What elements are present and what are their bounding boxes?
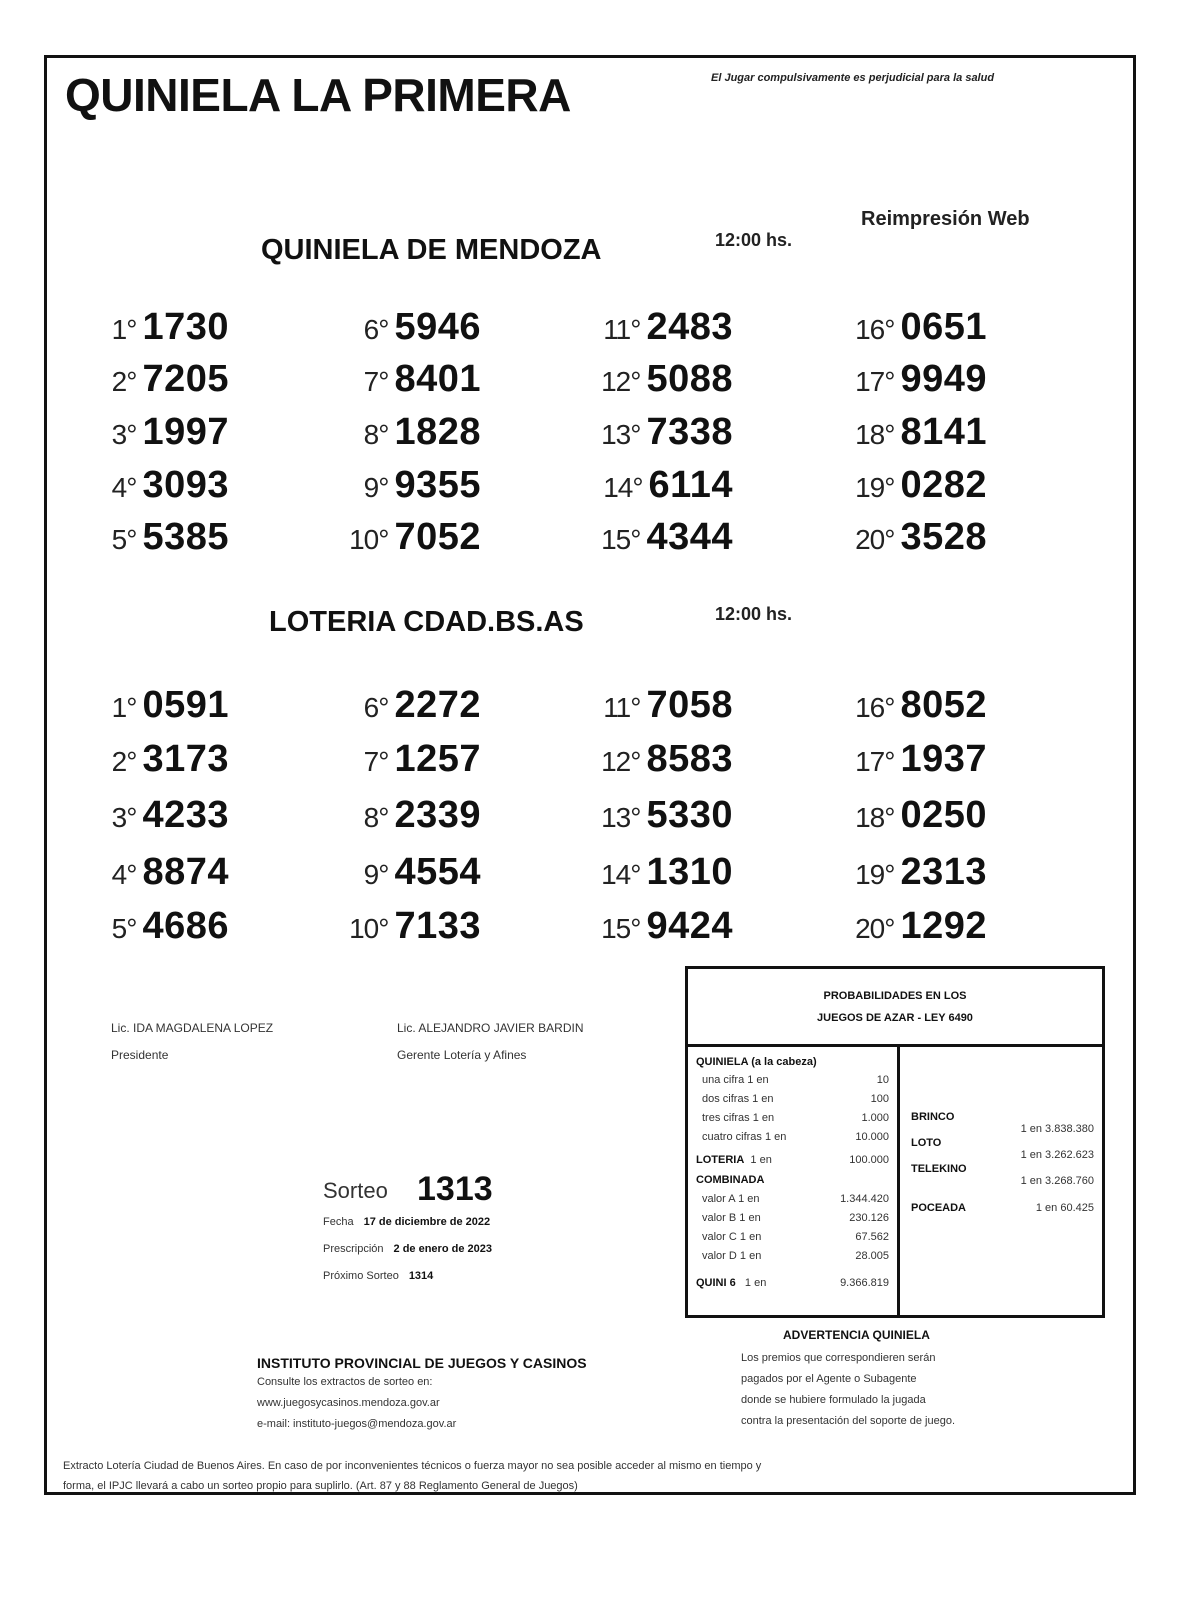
result-number: 1937 xyxy=(900,738,987,780)
result-position: 2° xyxy=(111,366,137,397)
prob-row: valor B 1 en 230.126 xyxy=(702,1212,889,1224)
result-position: 12° xyxy=(601,746,641,777)
result-position: 5° xyxy=(111,524,137,555)
result-cell xyxy=(581,306,733,349)
probabilities-title-1: PROBABILIDADES EN LOS xyxy=(823,990,967,1002)
result-number: 9355 xyxy=(394,464,481,506)
result-number: 2313 xyxy=(900,851,987,893)
result-position: 1° xyxy=(111,314,137,345)
result-number: 4686 xyxy=(142,905,229,947)
result-number: 0282 xyxy=(900,464,987,506)
result-position: 20° xyxy=(855,524,895,555)
result-position: 3° xyxy=(111,802,137,833)
result-number: 3528 xyxy=(900,516,987,558)
result-position: 3° xyxy=(111,419,137,450)
footer-note: Extracto Lotería Ciudad de Buenos Aires. En caso de por inconvenientes técnicos o fuerza mayor no sea posible acceder al mismo en tiempo y forma, el IPJC llevará a cabo un sorteo propio para suplirlo. (Art. 87 y 88 Reglamento General de Juegos) xyxy=(63,1460,762,1492)
result-position: 6° xyxy=(363,314,389,345)
page-title: QUINIELA LA PRIMERA xyxy=(65,69,571,121)
result-position: 9° xyxy=(363,859,389,890)
reprint-label: Reimpresión Web xyxy=(861,208,1030,230)
result-position: 8° xyxy=(363,802,389,833)
result-position: 5° xyxy=(111,913,137,944)
result-number: 3093 xyxy=(142,464,229,506)
section-title-bsas: LOTERIA CDAD.BS.AS xyxy=(269,606,584,638)
result-number: 7058 xyxy=(646,684,733,726)
combinada-label: COMBINADA xyxy=(696,1174,765,1186)
result-cell xyxy=(77,794,229,837)
result-number: 1997 xyxy=(142,411,229,453)
prob-row: valor C 1 en 67.562 xyxy=(702,1231,889,1243)
result-cell xyxy=(835,684,987,727)
result-position: 20° xyxy=(855,913,895,944)
result-number: 7338 xyxy=(646,411,733,453)
result-cell xyxy=(77,738,229,781)
result-position: 1° xyxy=(111,692,137,723)
result-position: 4° xyxy=(111,472,137,503)
result-position: 11° xyxy=(603,314,641,345)
result-cell xyxy=(329,411,481,454)
result-cell xyxy=(581,411,733,454)
result-cell xyxy=(581,794,733,837)
result-cell xyxy=(835,905,987,948)
result-position: 7° xyxy=(363,746,389,777)
institute-email-link[interactable]: e-mail: instituto-juegos@mendoza.gov.ar xyxy=(257,1418,457,1430)
result-cell xyxy=(581,738,733,781)
result-cell xyxy=(835,411,987,454)
result-cell xyxy=(581,464,733,507)
prob-row: valor D 1 en 28.005 xyxy=(702,1250,889,1262)
institute-consult: Consulte los extractos de sorteo en: xyxy=(257,1376,433,1388)
result-number: 1828 xyxy=(394,411,481,453)
result-number: 8052 xyxy=(900,684,987,726)
result-cell xyxy=(835,851,987,894)
result-number: 5330 xyxy=(646,794,733,836)
result-cell xyxy=(835,794,987,837)
result-number: 7133 xyxy=(394,905,481,947)
result-cell xyxy=(835,358,987,401)
result-position: 7° xyxy=(363,366,389,397)
result-number: 8141 xyxy=(900,411,987,453)
result-cell xyxy=(77,516,229,559)
probabilities-box xyxy=(685,966,1105,1318)
probabilities-title-2: JUEGOS DE AZAR - LEY 6490 xyxy=(817,1012,973,1024)
prob-poceada: POCEADA 1 en 60.425 xyxy=(911,1202,1094,1214)
advertencia-title: ADVERTENCIA QUINIELA xyxy=(783,1328,930,1342)
result-number: 9424 xyxy=(646,905,733,947)
results-sheet xyxy=(44,55,1136,1495)
result-cell xyxy=(77,905,229,948)
signature-manager-role: Gerente Lotería y Afines xyxy=(397,1048,527,1062)
result-cell xyxy=(581,358,733,401)
institute-website-link[interactable]: www.juegosycasinos.mendoza.gov.ar xyxy=(257,1397,440,1409)
prob-row-quini6: QUINI 6 1 en 9.366.819 xyxy=(696,1277,889,1289)
prob-loto: LOTO 1 en 3.262.623 xyxy=(911,1137,1094,1161)
signature-manager-name: Lic. ALEJANDRO JAVIER BARDIN xyxy=(397,1021,584,1035)
quiniela-label: QUINIELA (a la cabeza) xyxy=(696,1056,817,1068)
prob-row: cuatro cifras 1 en 10.000 xyxy=(702,1131,889,1143)
result-position: 14° xyxy=(603,472,643,503)
probabilities-right xyxy=(903,1047,1102,1315)
result-position: 8° xyxy=(363,419,389,450)
result-cell xyxy=(581,684,733,727)
result-position: 19° xyxy=(855,859,895,890)
sorteo-prescripcion: Prescripción 2 de enero de 2023 xyxy=(323,1243,492,1255)
result-number: 0651 xyxy=(900,306,987,348)
result-number: 1730 xyxy=(142,306,229,348)
result-number: 1257 xyxy=(394,738,481,780)
section-title-mendoza: QUINIELA DE MENDOZA xyxy=(261,234,602,266)
prob-row: una cifra 1 en 10 xyxy=(702,1074,889,1086)
result-cell xyxy=(329,738,481,781)
result-position: 14° xyxy=(601,859,641,890)
result-cell xyxy=(581,851,733,894)
result-position: 15° xyxy=(601,913,641,944)
result-position: 9° xyxy=(363,472,389,503)
result-cell xyxy=(77,306,229,349)
result-number: 4344 xyxy=(646,516,733,558)
result-number: 8874 xyxy=(142,851,229,893)
result-position: 19° xyxy=(855,472,895,503)
result-number: 9949 xyxy=(900,358,987,400)
prob-telekino: TELEKINO 1 en 3.268.760 xyxy=(911,1163,1094,1187)
result-position: 10° xyxy=(349,524,389,555)
prob-row: valor A 1 en 1.344.420 xyxy=(702,1193,889,1205)
result-cell xyxy=(329,905,481,948)
result-number: 0250 xyxy=(900,794,987,836)
section-time-mendoza: 12:00 hs. xyxy=(715,230,793,250)
result-cell xyxy=(329,516,481,559)
result-number: 5088 xyxy=(646,358,733,400)
result-number: 2339 xyxy=(394,794,481,836)
result-number: 4233 xyxy=(142,794,229,836)
result-position: 18° xyxy=(855,802,895,833)
result-cell xyxy=(329,306,481,349)
result-number: 1292 xyxy=(900,905,987,947)
probabilities-left xyxy=(688,1047,900,1315)
result-position: 18° xyxy=(855,419,895,450)
result-number: 2272 xyxy=(394,684,481,726)
result-cell xyxy=(835,306,987,349)
result-position: 13° xyxy=(601,419,641,450)
result-cell xyxy=(329,794,481,837)
result-cell xyxy=(835,516,987,559)
result-position: 12° xyxy=(601,366,641,397)
signature-president-name: Lic. IDA MAGDALENA LOPEZ xyxy=(111,1021,274,1035)
probabilities-header xyxy=(688,969,1102,1047)
result-cell xyxy=(77,411,229,454)
result-cell xyxy=(835,738,987,781)
section-time-bsas: 12:00 hs. xyxy=(715,604,793,624)
result-position: 16° xyxy=(855,692,895,723)
result-cell xyxy=(329,684,481,727)
result-cell xyxy=(581,516,733,559)
result-number: 2483 xyxy=(646,306,733,348)
result-number: 1310 xyxy=(646,851,733,893)
prob-row: dos cifras 1 en 100 xyxy=(702,1093,889,1105)
prob-row-loteria: LOTERIA 1 en 100.000 xyxy=(696,1154,889,1166)
result-number: 8401 xyxy=(394,358,481,400)
result-number: 3173 xyxy=(142,738,229,780)
result-cell xyxy=(77,358,229,401)
result-cell xyxy=(329,851,481,894)
result-number: 7205 xyxy=(142,358,229,400)
result-cell xyxy=(77,851,229,894)
sorteo-number: 1313 xyxy=(417,1170,493,1208)
result-number: 5385 xyxy=(142,516,229,558)
result-number: 5946 xyxy=(394,306,481,348)
result-position: 10° xyxy=(349,913,389,944)
result-position: 17° xyxy=(855,366,895,397)
prob-row: tres cifras 1 en 1.000 xyxy=(702,1112,889,1124)
result-position: 4° xyxy=(111,859,137,890)
result-cell xyxy=(77,464,229,507)
signature-president-role: Presidente xyxy=(111,1048,169,1062)
result-number: 4554 xyxy=(394,851,481,893)
result-cell xyxy=(835,464,987,507)
result-number: 8583 xyxy=(646,738,733,780)
result-cell xyxy=(329,358,481,401)
result-cell xyxy=(77,684,229,727)
prob-brinco: BRINCO 1 en 3.838.380 xyxy=(911,1111,1094,1135)
institute-title: INSTITUTO PROVINCIAL DE JUEGOS Y CASINOS xyxy=(257,1355,587,1371)
result-number: 0591 xyxy=(142,684,229,726)
result-position: 17° xyxy=(855,746,895,777)
health-warning: El Jugar compulsivamente es perjudicial para la salud xyxy=(711,72,995,84)
result-position: 13° xyxy=(601,802,641,833)
result-position: 15° xyxy=(601,524,641,555)
result-position: 6° xyxy=(363,692,389,723)
sorteo-label: Sorteo xyxy=(323,1178,388,1203)
result-position: 11° xyxy=(603,692,641,723)
result-cell xyxy=(329,464,481,507)
result-cell xyxy=(581,905,733,948)
sorteo-proximo: Próximo Sorteo 1314 xyxy=(323,1270,434,1282)
result-position: 2° xyxy=(111,746,137,777)
result-number: 7052 xyxy=(394,516,481,558)
result-number: 6114 xyxy=(648,464,733,506)
sorteo-fecha: Fecha 17 de diciembre de 2022 xyxy=(323,1216,491,1228)
result-position: 16° xyxy=(855,314,895,345)
advertencia-body: Los premios que correspondieren serán pagados por el Agente o Subagente donde se hubiere formulado la jugada contra la presentación del soporte de juego. xyxy=(741,1352,956,1427)
